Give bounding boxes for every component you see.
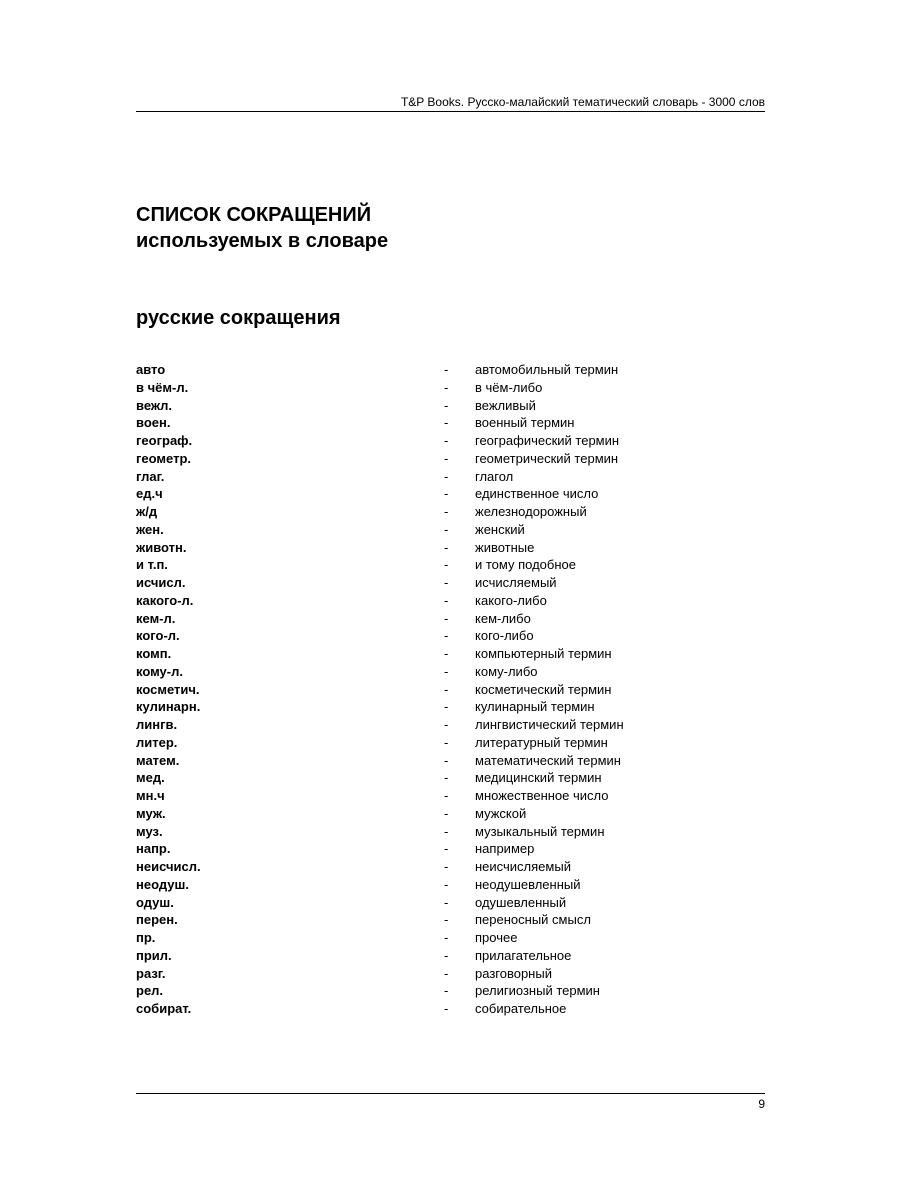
- abbreviation-row: [136, 894, 765, 912]
- abbreviation-term: вежл.: [136, 397, 172, 413]
- abbreviation-meaning: и тому подобное: [475, 557, 576, 573]
- abbreviation-separator: -: [444, 468, 449, 484]
- abbreviation-row: [136, 627, 765, 645]
- abbreviation-meaning: прилагательное: [475, 947, 572, 963]
- abbreviation-meaning: кого-либо: [475, 628, 534, 644]
- abbreviation-row: [136, 752, 765, 770]
- abbreviation-separator: -: [444, 699, 449, 715]
- abbreviation-separator: -: [444, 805, 449, 821]
- abbreviation-term: неодуш.: [136, 876, 189, 892]
- abbreviation-meaning: мужской: [475, 805, 527, 821]
- abbreviation-separator: -: [444, 539, 449, 555]
- abbreviation-term: лингв.: [136, 717, 178, 732]
- abbreviation-meaning: глагол: [475, 468, 514, 484]
- abbreviation-separator: -: [444, 521, 449, 537]
- abbreviation-row: [136, 929, 765, 947]
- abbreviation-row: [136, 397, 765, 415]
- abbreviation-meaning: религиозный термин: [475, 983, 600, 999]
- abbreviation-term: геометр.: [136, 450, 192, 466]
- abbreviation-term: животн.: [136, 539, 187, 555]
- abbreviation-row: [136, 947, 765, 965]
- abbreviation-row: [136, 982, 765, 1000]
- abbreviation-term: неисчисл.: [136, 859, 201, 874]
- abbreviation-meaning: собирательное: [475, 1001, 567, 1016]
- abbreviation-meaning: косметический термин: [475, 681, 612, 697]
- abbreviation-row: [136, 361, 765, 379]
- abbreviation-term: разг.: [136, 965, 166, 981]
- abbreviation-term: комп.: [136, 646, 172, 661]
- abbreviation-separator: -: [444, 841, 449, 857]
- abbreviation-meaning: прочее: [475, 930, 518, 945]
- abbreviation-meaning: геометрический термин: [475, 450, 619, 466]
- abbreviation-meaning: женский: [475, 521, 525, 537]
- abbreviation-meaning: неодушевленный: [475, 876, 581, 892]
- abbreviation-separator: -: [444, 912, 449, 928]
- abbreviation-meaning: музыкальный термин: [475, 823, 605, 839]
- abbreviation-term: воен.: [136, 415, 171, 431]
- abbreviation-separator: -: [444, 859, 449, 874]
- abbreviation-meaning: лингвистический термин: [475, 717, 624, 732]
- abbreviation-separator: -: [444, 681, 449, 697]
- abbreviation-term: кого-л.: [136, 628, 180, 644]
- abbreviation-meaning: исчисляемый: [475, 575, 557, 590]
- abbreviation-separator: -: [444, 397, 449, 413]
- abbreviation-row: [136, 858, 765, 876]
- abbreviation-row: [136, 876, 765, 894]
- abbreviation-row: [136, 663, 765, 681]
- abbreviation-separator: -: [444, 575, 449, 590]
- abbreviation-row: [136, 414, 765, 432]
- abbreviation-term: кем-л.: [136, 610, 176, 626]
- abbreviation-row: [136, 574, 765, 592]
- abbreviation-term: рел.: [136, 983, 164, 999]
- abbreviation-row: [136, 840, 765, 858]
- abbreviation-separator: -: [444, 770, 449, 786]
- running-header: T&P Books. Русско-малайский тематический словарь - 3000 слов: [400, 95, 765, 109]
- abbreviation-row: [136, 503, 765, 521]
- abbreviation-row: [136, 539, 765, 557]
- abbreviation-term: напр.: [136, 841, 171, 857]
- abbreviation-term: ж/д: [136, 504, 158, 519]
- abbreviation-separator: -: [444, 486, 449, 502]
- abbreviation-separator: -: [444, 823, 449, 839]
- abbreviation-row: [136, 556, 765, 574]
- abbreviation-row: [136, 610, 765, 628]
- abbreviation-term: ед.ч: [136, 486, 163, 502]
- abbreviation-term: авто: [136, 362, 166, 377]
- page-number: 9: [758, 1097, 765, 1111]
- abbreviation-row: [136, 911, 765, 929]
- abbreviation-row: [136, 716, 765, 734]
- abbreviation-row: [136, 681, 765, 699]
- abbreviation-meaning: математический термин: [475, 752, 621, 768]
- abbreviation-meaning: переносный смысл: [475, 912, 591, 928]
- footer-rule: [136, 1093, 765, 1094]
- abbreviation-term: косметич.: [136, 681, 200, 697]
- abbreviation-meaning: разговорный: [475, 965, 552, 981]
- abbreviation-meaning: одушевленный: [475, 894, 567, 910]
- abbreviation-list: [136, 361, 765, 1018]
- abbreviation-separator: -: [444, 947, 449, 963]
- abbreviation-term: мн.ч: [136, 788, 165, 803]
- abbreviation-term: одуш.: [136, 894, 174, 910]
- abbreviation-separator: -: [444, 663, 449, 679]
- abbreviation-separator: -: [444, 362, 449, 377]
- abbreviation-separator: -: [444, 592, 449, 608]
- abbreviation-separator: -: [444, 1001, 449, 1016]
- header-rule: [136, 111, 765, 112]
- abbreviation-term: кулинарн.: [136, 699, 201, 715]
- abbreviation-term: собират.: [136, 1001, 192, 1016]
- abbreviation-term: матем.: [136, 752, 180, 768]
- abbreviation-meaning: кому-либо: [475, 663, 538, 679]
- abbreviation-meaning: литературный термин: [475, 734, 608, 750]
- abbreviation-term: муж.: [136, 805, 166, 821]
- abbreviation-term: какого-л.: [136, 592, 194, 608]
- abbreviation-meaning: военный термин: [475, 415, 575, 431]
- abbreviation-row: [136, 645, 765, 663]
- abbreviation-separator: -: [444, 504, 449, 519]
- abbreviation-separator: -: [444, 433, 449, 448]
- abbreviation-term: литер.: [136, 734, 178, 750]
- abbreviation-meaning: множественное число: [475, 788, 609, 803]
- abbreviation-meaning: единственное число: [475, 486, 599, 502]
- abbreviation-term: мед.: [136, 770, 165, 786]
- abbreviation-meaning: компьютерный термин: [475, 646, 612, 661]
- abbreviation-term: прил.: [136, 947, 172, 963]
- abbreviation-meaning: медицинский термин: [475, 770, 602, 786]
- abbreviation-separator: -: [444, 646, 449, 661]
- abbreviation-row: [136, 787, 765, 805]
- abbreviation-row: [136, 592, 765, 610]
- abbreviation-row: [136, 379, 765, 397]
- abbreviation-meaning: в чём-либо: [475, 379, 543, 395]
- abbreviation-row: [136, 432, 765, 450]
- abbreviation-row: [136, 1000, 765, 1018]
- abbreviation-separator: -: [444, 450, 449, 466]
- abbreviation-term: глаг.: [136, 468, 165, 484]
- abbreviation-separator: -: [444, 752, 449, 768]
- abbreviation-separator: -: [444, 876, 449, 892]
- abbreviation-term: муз.: [136, 823, 163, 839]
- abbreviation-meaning: животные: [475, 539, 535, 555]
- abbreviation-term: исчисл.: [136, 575, 186, 590]
- abbreviation-separator: -: [444, 930, 449, 945]
- abbreviation-meaning: кулинарный термин: [475, 699, 595, 715]
- page-title: СПИСОК СОКРАЩЕНИЙ: [136, 204, 372, 226]
- abbreviation-meaning: неисчисляемый: [475, 859, 571, 874]
- abbreviation-row: [136, 485, 765, 503]
- abbreviation-meaning: железнодорожный: [475, 504, 587, 519]
- abbreviation-term: и т.п.: [136, 557, 168, 573]
- abbreviation-separator: -: [444, 734, 449, 750]
- abbreviation-meaning: какого-либо: [475, 592, 547, 608]
- abbreviation-term: пр.: [136, 930, 156, 945]
- abbreviation-separator: -: [444, 983, 449, 999]
- abbreviation-separator: -: [444, 788, 449, 803]
- abbreviation-row: [136, 450, 765, 468]
- abbreviation-row: [136, 805, 765, 823]
- abbreviation-row: [136, 769, 765, 787]
- abbreviation-term: географ.: [136, 433, 193, 448]
- abbreviation-meaning: вежливый: [475, 397, 536, 413]
- abbreviation-separator: -: [444, 628, 449, 644]
- section-title: русские сокращения: [136, 307, 341, 329]
- page-subtitle: используемых в словаре: [136, 230, 389, 252]
- abbreviation-term: жен.: [136, 521, 164, 537]
- abbreviation-term: перен.: [136, 912, 178, 928]
- abbreviation-meaning: кем-либо: [475, 610, 531, 626]
- abbreviation-term: в чём-л.: [136, 379, 189, 395]
- abbreviation-meaning: автомобильный термин: [475, 362, 619, 377]
- abbreviation-meaning: например: [475, 841, 535, 857]
- abbreviation-separator: -: [444, 894, 449, 910]
- abbreviation-row: [136, 698, 765, 716]
- abbreviation-separator: -: [444, 717, 449, 732]
- abbreviation-row: [136, 734, 765, 752]
- abbreviation-row: [136, 823, 765, 841]
- abbreviation-row: [136, 965, 765, 983]
- abbreviation-separator: -: [444, 610, 449, 626]
- abbreviation-separator: -: [444, 965, 449, 981]
- abbreviation-row: [136, 468, 765, 486]
- abbreviation-meaning: географический термин: [475, 433, 620, 448]
- abbreviation-term: кому-л.: [136, 663, 183, 679]
- abbreviation-separator: -: [444, 557, 449, 573]
- abbreviation-row: [136, 521, 765, 539]
- abbreviation-separator: -: [444, 415, 449, 431]
- abbreviation-separator: -: [444, 379, 449, 395]
